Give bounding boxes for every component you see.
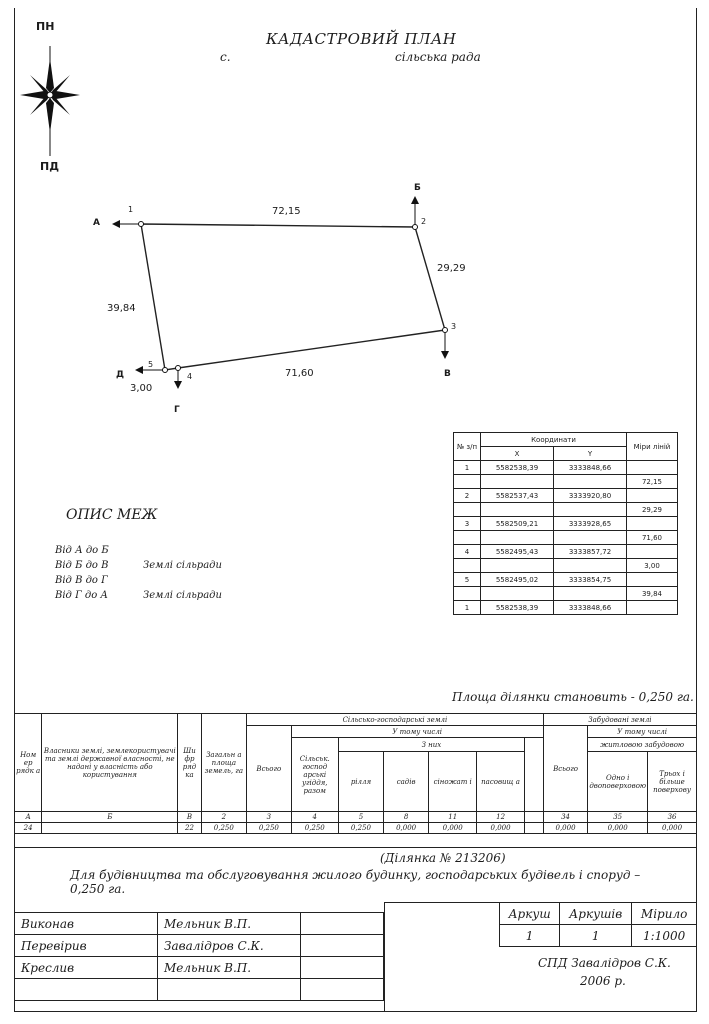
h-code: Ши фр ряд ка (178, 714, 201, 812)
boundary-from: Від Г до А (55, 590, 108, 601)
boundary-from: Від В до Г (55, 575, 108, 586)
stamp-name: Завалідров С.К. (158, 935, 301, 957)
cell: 0,000 (588, 823, 648, 834)
h-all: Всього (247, 726, 292, 812)
col-num: 36 (648, 812, 697, 823)
sheet-value: 1 (500, 925, 560, 947)
length-2-3: 29,29 (437, 263, 466, 274)
coord-y: 3333854,75 (554, 573, 627, 587)
scale-header: Мірило (632, 903, 697, 925)
boundary-row (55, 575, 315, 586)
coord-header-coords: Координати (481, 433, 627, 447)
coord-x: 5582538,39 (481, 601, 554, 615)
cell: 0,250 (201, 823, 246, 834)
boundary-row (55, 545, 315, 556)
coord-n: 1 (454, 601, 481, 615)
subtitle-suffix: сільська рада (395, 50, 481, 64)
coord-header-lengths: Міри ліній (627, 433, 678, 461)
col-num: Б (42, 812, 178, 823)
stamp-left (14, 912, 384, 1001)
dir-g: Г (174, 405, 180, 415)
col-num: 4 (291, 812, 338, 823)
coord-x: 5582537,43 (481, 489, 554, 503)
point-5: 5 (148, 360, 154, 369)
scale-value: 1:1000 (632, 925, 697, 947)
stamp-role: Перевірив (15, 935, 158, 957)
sheet-header: Аркуш (500, 903, 560, 925)
coord-x: 5582509,21 (481, 517, 554, 531)
coord-y: 3333848,66 (554, 461, 627, 475)
boundary-row (55, 590, 315, 601)
point-1: 1 (128, 205, 134, 214)
h-agri: Сільсько-господарські землі (247, 714, 544, 726)
stamp-name: Мельник В.П. (158, 957, 301, 979)
dir-v: В (444, 369, 451, 379)
col-num: В (178, 812, 201, 823)
cell: 0,000 (543, 823, 588, 834)
col-num: 2 (201, 812, 246, 823)
cell: 24 (15, 823, 42, 834)
h-num: Ном ер рядк а (15, 714, 42, 812)
col-num: 3 (247, 812, 292, 823)
coordinates-table (453, 432, 678, 615)
coord-length: 71,60 (627, 531, 678, 545)
boundary-desc: Землі сільради (143, 590, 222, 601)
coord-y: 3333857,72 (554, 545, 627, 559)
org-name: СПД Завалідров С.К. (538, 956, 671, 970)
col-num: 11 (429, 812, 477, 823)
length-5-1: 39,84 (107, 303, 136, 314)
divider (14, 847, 697, 848)
length-1-2: 72,15 (272, 206, 301, 217)
point-3: 3 (451, 322, 457, 331)
cell: 0,000 (429, 823, 477, 834)
boundary-title: ОПИС МЕЖ (66, 507, 158, 523)
coord-length: 3,00 (627, 559, 678, 573)
col-num: 35 (588, 812, 648, 823)
h-residential: житловою забудовою (588, 738, 697, 752)
coord-n: 1 (454, 461, 481, 475)
stamp-name: Мельник В.П. (158, 913, 301, 935)
coord-length: 39,84 (627, 587, 678, 601)
coord-n: 4 (454, 545, 481, 559)
h-gardens: садів (384, 752, 429, 812)
h-hay: сіножат і (429, 752, 477, 812)
north-label: ПН (36, 20, 55, 33)
h-built-all: Всього (543, 726, 588, 812)
org-year: 2006 р. (580, 974, 626, 988)
col-num: 12 (477, 812, 525, 823)
boundary-from: Від А до Б (55, 545, 109, 556)
coord-n: 3 (454, 517, 481, 531)
cell: 0,000 (477, 823, 525, 834)
h-arable: рілля (338, 752, 383, 812)
coord-y: 3333920,80 (554, 489, 627, 503)
purpose-text: Для будівництва та обслуговування жилого будинку, господарських будівель і споруд – 0,250 га. (70, 868, 641, 896)
coord-x: 5582495,43 (481, 545, 554, 559)
subtitle-prefix: с. (220, 50, 231, 64)
coord-n: 2 (454, 489, 481, 503)
coord-length: 72,15 (627, 475, 678, 489)
h-pasture: пасовищ а (477, 752, 525, 812)
stamp-role: Виконав (15, 913, 158, 935)
coord-y: 3333848,66 (554, 601, 627, 615)
h-of-them: З них (338, 738, 524, 752)
boundary-from: Від Б до В (55, 560, 109, 571)
dir-a: А (93, 218, 100, 228)
length-4-5: 3,00 (130, 383, 153, 394)
coord-x: 5582495,02 (481, 573, 554, 587)
cell: 0,250 (247, 823, 292, 834)
h-built: Забудовані землі (543, 714, 696, 726)
col-num: 5 (338, 812, 383, 823)
page-title: КАДАСТРОВИЙ ПЛАН (266, 30, 457, 48)
h-total-area: Загальн а площа земель, га (201, 714, 246, 812)
coord-x: 5582538,39 (481, 461, 554, 475)
cell: 22 (178, 823, 201, 834)
sheets-header: Аркушів (560, 903, 632, 925)
stamp-right (499, 902, 697, 947)
stamp-role: Креслив (15, 957, 158, 979)
area-text: Площа ділянки становить - 0,250 га. (452, 690, 694, 704)
coord-length: 29,29 (627, 503, 678, 517)
south-label: ПД (40, 160, 60, 173)
h-built-incl: У тому числі (588, 726, 697, 738)
coord-header-y: Y (554, 447, 627, 461)
coord-header-num: № з/п (454, 433, 481, 461)
coord-header-x: X (481, 447, 554, 461)
land-table (14, 713, 697, 834)
coord-y: 3333928,65 (554, 517, 627, 531)
col-num: 34 (543, 812, 588, 823)
stamp-divider (384, 902, 697, 903)
h-agri-lands: Сільськ. господ арські угіддя, разом (291, 738, 338, 812)
h-one-two: Одно і двоповерховою (588, 752, 648, 812)
length-3-4: 71,60 (285, 368, 314, 379)
cell: 0,250 (338, 823, 383, 834)
point-4: 4 (187, 372, 193, 381)
h-three: Трьох і більше поверхову (648, 752, 697, 812)
parcel-label: (Ділянка № 213206) (380, 851, 506, 865)
parcel-boundary (141, 224, 445, 370)
col-num: 8 (384, 812, 429, 823)
h-owner: Власники землі, землекористувачі та землі державної власності, не надані у власність або користування (42, 714, 178, 812)
point-2: 2 (421, 217, 427, 226)
h-including: У тому числі (291, 726, 543, 738)
sheets-value: 1 (560, 925, 632, 947)
stamp-divider (384, 902, 385, 1012)
parcel-plan (0, 0, 709, 430)
cell: 0,000 (384, 823, 429, 834)
dir-b: Б (414, 183, 421, 193)
dir-d: Д (116, 370, 125, 380)
coord-n: 5 (454, 573, 481, 587)
boundary-row (55, 560, 315, 571)
boundary-desc: Землі сільради (143, 560, 222, 571)
cell: 0,000 (648, 823, 697, 834)
col-num: А (15, 812, 42, 823)
cell (42, 823, 178, 834)
cell: 0,250 (291, 823, 338, 834)
